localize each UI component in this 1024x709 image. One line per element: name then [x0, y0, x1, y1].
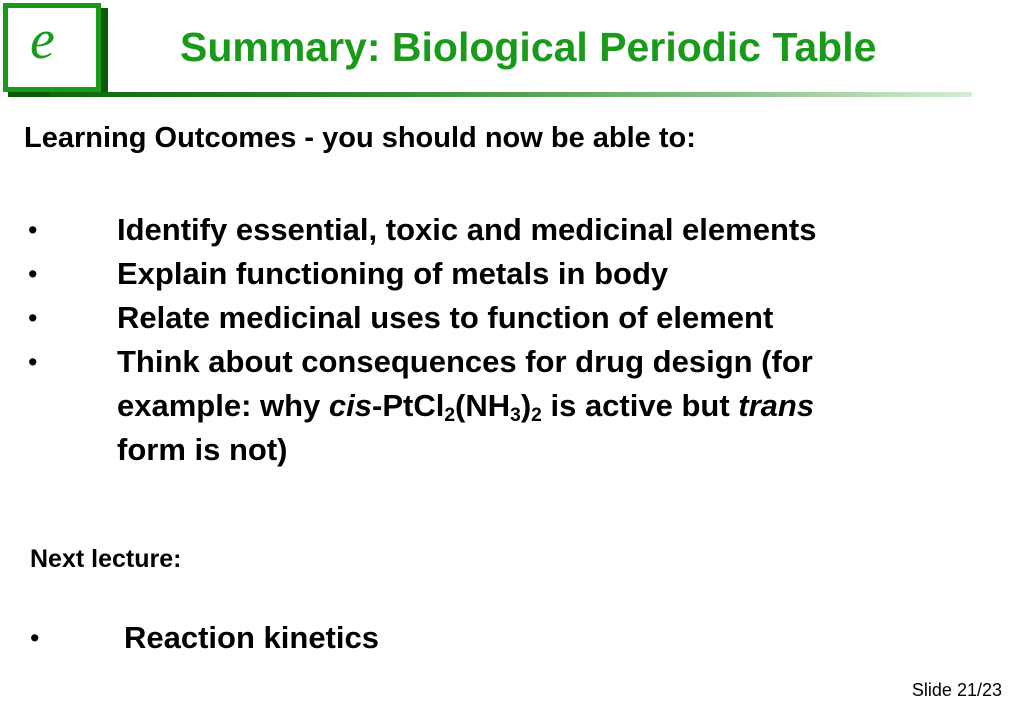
formula-part: (NH — [455, 388, 511, 423]
list-item-text: Explain functioning of metals in body — [117, 256, 669, 291]
item4-mid: is active but — [541, 388, 739, 423]
formula-subscript: 2 — [444, 404, 456, 426]
title-underline — [50, 92, 972, 97]
trans-label: trans — [738, 388, 815, 423]
cis-label: cis — [328, 388, 373, 423]
next-lecture-heading: Next lecture: — [30, 545, 182, 573]
list-item-text: Relate medicinal uses to function of element — [117, 300, 774, 335]
logo-letter: e — [30, 9, 55, 71]
list-item — [24, 252, 1004, 296]
list-item — [30, 616, 930, 660]
list-item — [24, 208, 1004, 252]
list-item-text: Identify essential, toxic and medicinal elements — [117, 212, 817, 247]
formula-subscript: 2 — [531, 404, 542, 426]
bullet-icon: • — [30, 623, 40, 653]
slide-number: Slide 21/23 — [911, 680, 1002, 700]
outcomes-list — [24, 208, 1004, 472]
item4-line1: Think about consequences for drug design (for — [117, 344, 813, 379]
list-item-text: Reaction kinetics — [124, 620, 379, 655]
list-item — [24, 340, 1004, 472]
bullet-icon: • — [28, 259, 38, 289]
formula-part: ) — [520, 388, 532, 423]
next-lecture-list — [30, 616, 930, 660]
list-item-text-multiline — [117, 340, 1004, 472]
page-title: Summary: Biological Periodic Table — [180, 24, 877, 70]
bullet-icon: • — [28, 303, 38, 333]
formula-subscript: 3 — [510, 404, 521, 426]
outcomes-heading: Learning Outcomes - you should now be able to: — [24, 122, 696, 154]
bullet-icon: • — [28, 347, 38, 377]
formula-part: -PtCl — [372, 388, 445, 423]
item4-pre: example: why — [117, 388, 329, 423]
logo-shadow — [101, 8, 108, 97]
bullet-icon: • — [28, 215, 38, 245]
list-item — [24, 296, 1004, 340]
item4-line3: form is not) — [117, 432, 288, 467]
logo-box — [3, 3, 101, 92]
